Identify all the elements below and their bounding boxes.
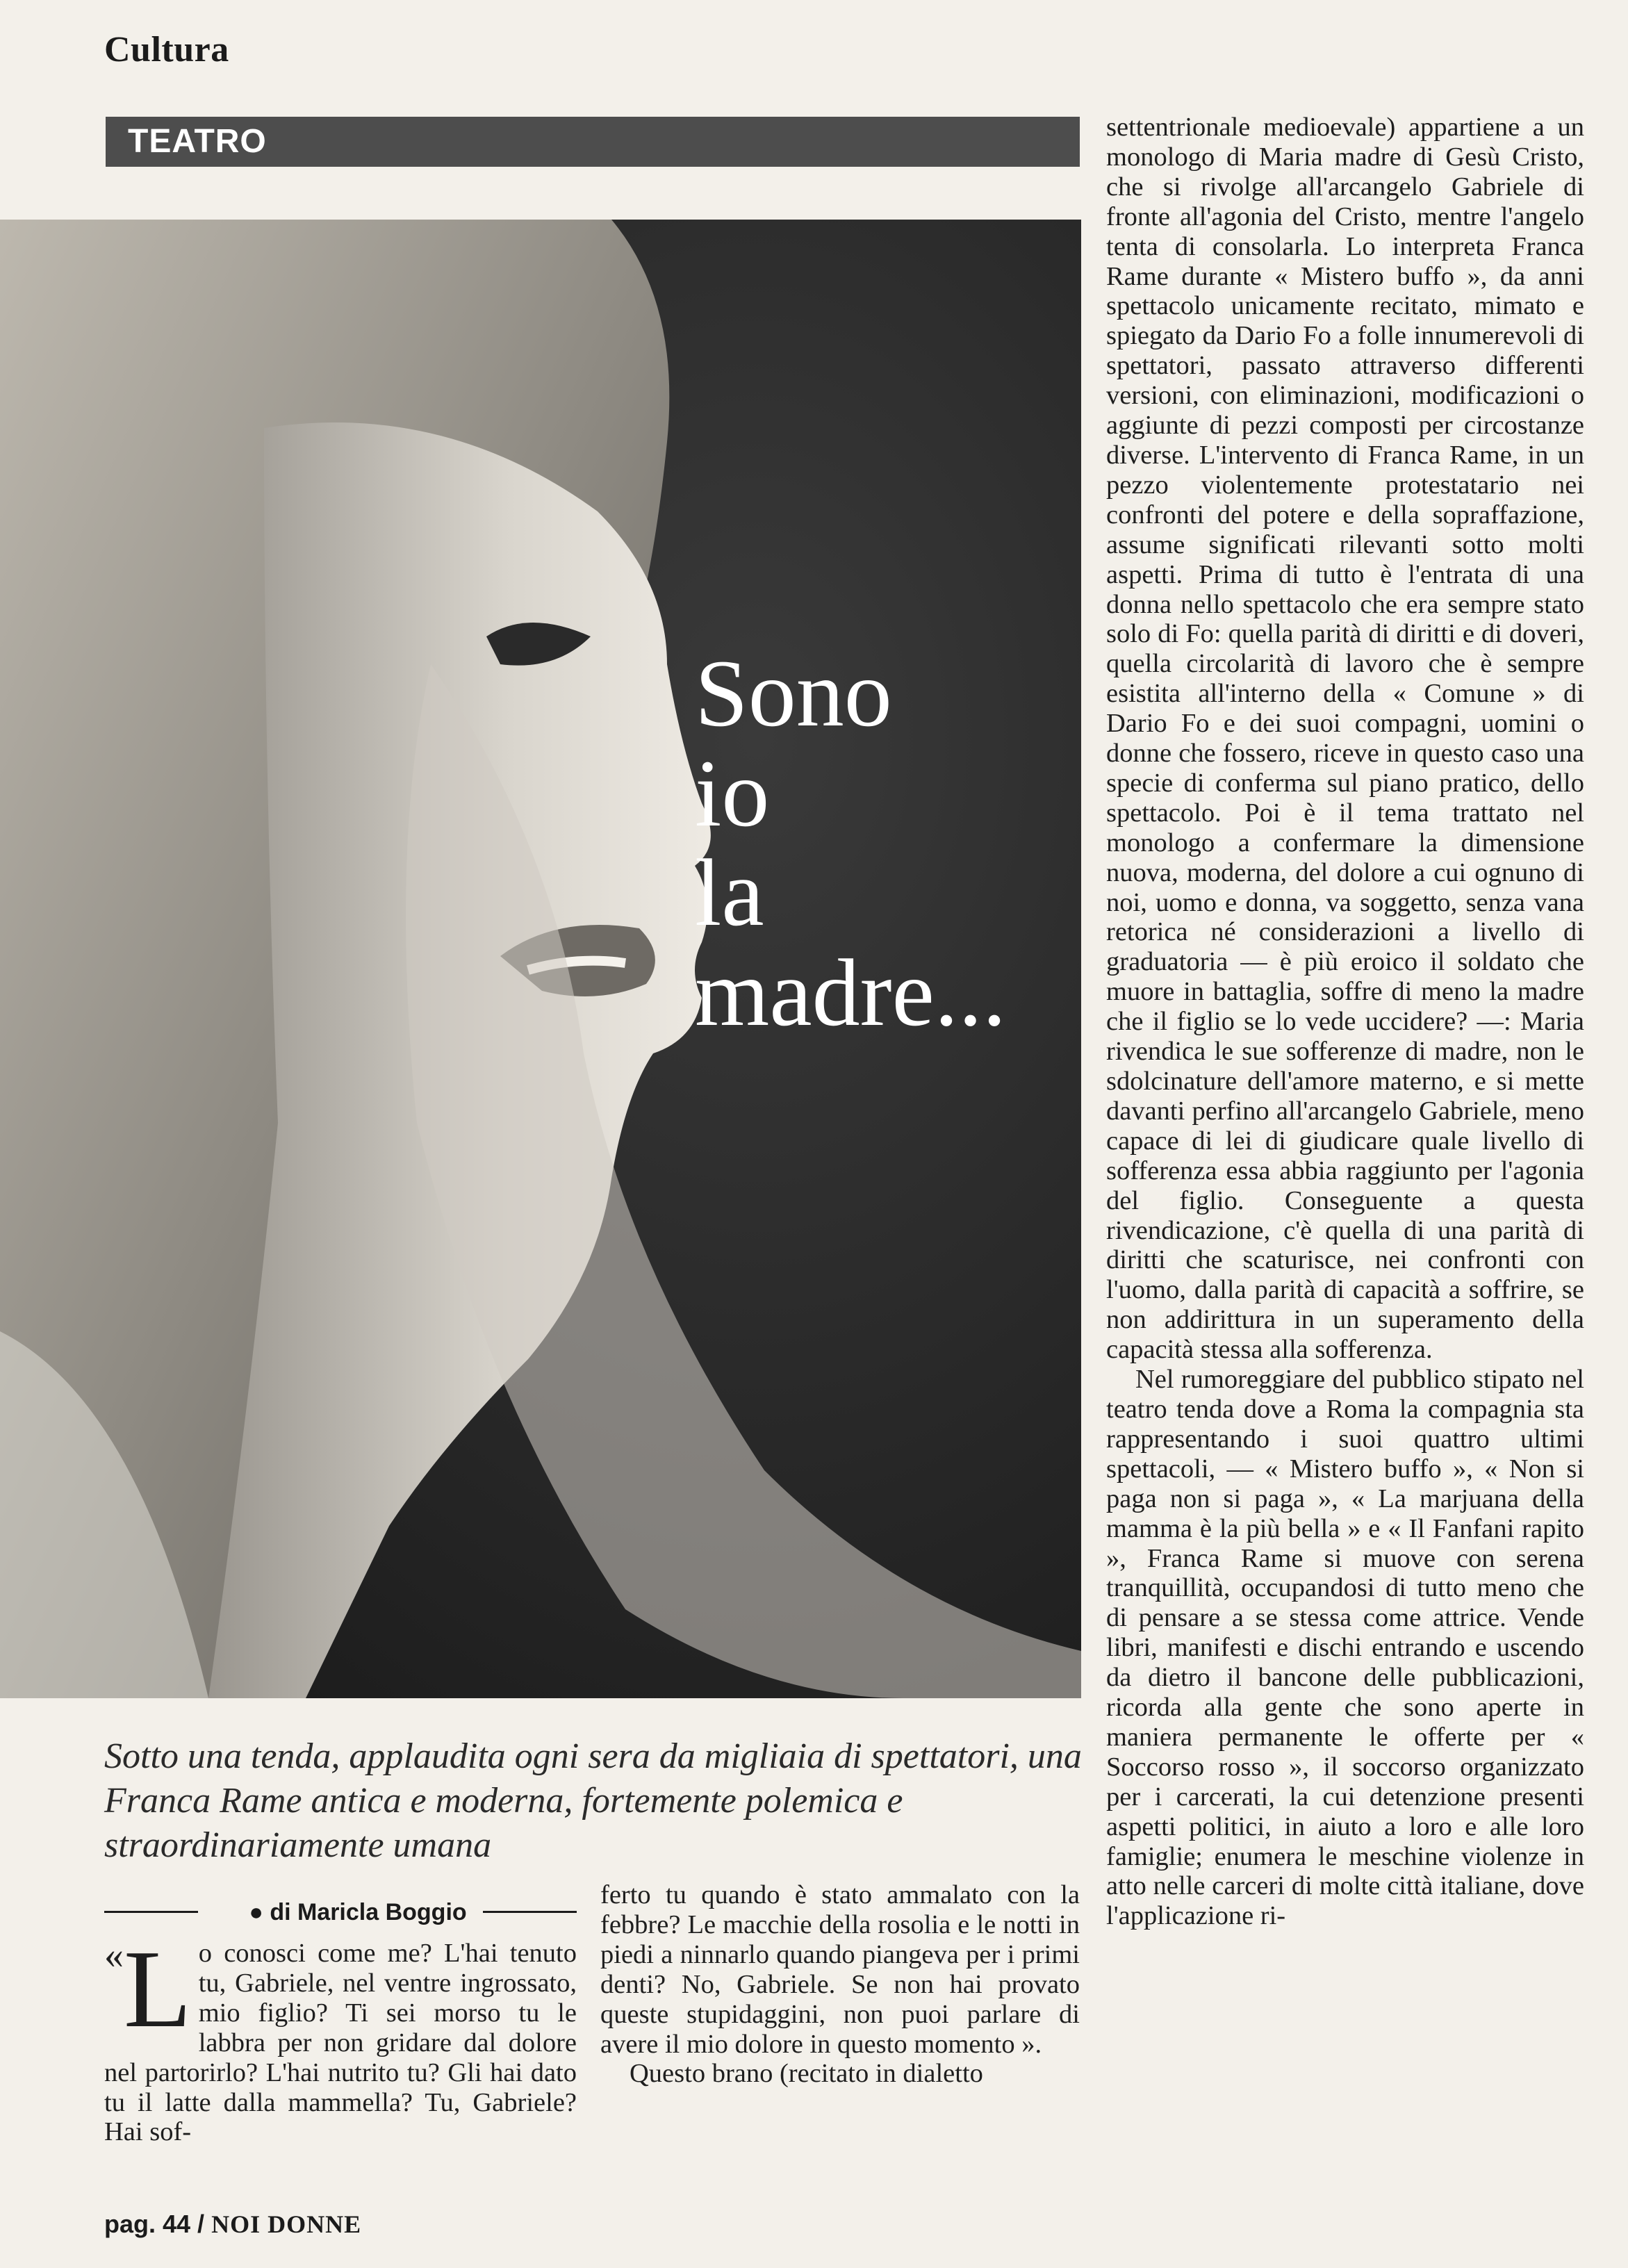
headline-line: la [695,839,764,946]
page-number: pag. 44 / [104,2210,205,2238]
byline-rule-left [104,1911,198,1913]
byline-text: di Maricla Boggio [270,1899,467,1925]
magazine-logo: NOI DONNE [211,2210,362,2238]
lead-paragraph [104,1927,577,2147]
article-column-right [1106,113,1584,1931]
paragraph: settentrionale medioevale) appartiene a un monologo di Maria madre di Gesù Cristo, che si rivolge all'arcangelo Gabriele di fronte all'agonia del Cristo, mentre l'angelo tenta di consolarla. Lo interpreta Franca Rame durante « Mistero buffo », da anni spettacolo unicamente recitato, mimato e spiegato da Dario Fo a folle innumerevoli di spettatori, passato attraverso differenti versioni, con eliminazioni, modificazioni o aggiunte di pezzi composti per circostanze diverse. L'intervento di Franca Rame, in un pezzo violentemente protestatario nei confronti del potere e della sopraffazione, assume significati rilevanti sotto molti aspetti. Prima di tutto è l'entrata di una donna nello spettacolo che era sempre stato solo di Fo: quella parità di diritti e di doveri, quella circolarità di lavoro che è sempre esistita all'interno della « Comune » di Dario Fo e dei suoi compagni, uomini o donne che fossero, riceve in questo caso una specie di conferma sul piano pratico, dello spettacolo. Poi è il tema trattato nel monologo a confermare la dimensione nuova, moderna, del dolore a cui ognuno di noi, uomo e donna, va soggetto, senza vana retorica né considerazioni a livello di graduatoria — è più eroico il soldato che muore in battaglia, soffre di meno la madre che il figlio se lo vede uccidere? —: Maria rivendica le sue sofferenze di madre, non le sdolcinature dell'amore materno, e si mette davanti perfino all'arcangelo Gabriele, meno capace di lei di giudicare quale livello di sofferenza essa abbia raggiunto per l'agonia del figlio. Conseguente a questa rivendicazione, c'è quella di una parità di diritti che scaturisce, nei confronti con l'uomo, dalla parità di capacità a soffrire, se non addirittura in un superamento della capacità stessa alla sofferenza. [1106,113,1584,1365]
paragraph: ferto tu quando è stato ammalato con la febbre? Le macchie della rosolia e le notti in piedi a ninnarlo quando piangeva per i primi denti? No, Gabriele. Se non hai provato queste stupidaggini, non puoi parlare di avere il mio dolore in questo momento ». [600,1880,1080,2059]
drop-cap: L [124,1927,192,2051]
byline: ● di Maricla Boggio [249,1899,467,1925]
headline-line: Sono [695,640,892,746]
lead-text: o conosci come me? L'hai tenuto tu, Gabriele, nel ventre ingrossato, mio figlio? Ti sei morso tu le labbra per non gridare dal dolore nel partorirlo? L'hai nutrito tu? Gli hai dato tu il latte dalla mammella? Tu, Gabriele? Hai sof- [104,1939,577,2147]
page-footer [104,2210,361,2239]
article-column-left [104,1927,577,2147]
rubric-bar: TEATRO [106,117,1080,167]
byline-rule-right [483,1911,577,1913]
deck-subtitle: Sotto una tenda, applaudita ogni sera da migliaia di spettatori, una Franca Rame antica e moderna, fortemente polemica e straordinariamente umana [104,1736,1082,1865]
headline-line: madre... [695,939,1007,1046]
headline [695,640,1056,1046]
paragraph: Questo brano (recitato in dialetto [630,2059,983,2089]
portrait-photo [0,220,1081,1698]
headline-line: io [695,739,770,846]
paragraph: Nel rumoreggiare del pubblico stipato nel teatro tenda dove a Roma la compagnia sta rappresentando i suoi quattro ultimi spettacoli, — « Mistero buffo », « Non si paga non si paga », « La marjuana della mamma è la più bella » e « Il Fanfani rapito », Franca Rame si muove con serena tranquillità, occupandosi di tutto meno che di pensare a se stessa come attrice. Vende libri, manifesti e dischi entrando e uscendo da dietro il bancone delle pubblicazioni, ricorda alla gente che sono aperte in maniera permanente le offerte per « Soccorso rosso », il soccorso organizzato per i carcerati, la cui detenzione presenti aspetti politici, in aiuto a loro e alle loro famiglie; enumera le meschine violenze in atto nelle carceri di molte città italiane, dove l'applicazione ri- [1106,1365,1584,1931]
article-column-middle [600,1880,1080,2089]
open-quote-mark: « [104,1934,124,1977]
section-label: Cultura [104,30,229,69]
